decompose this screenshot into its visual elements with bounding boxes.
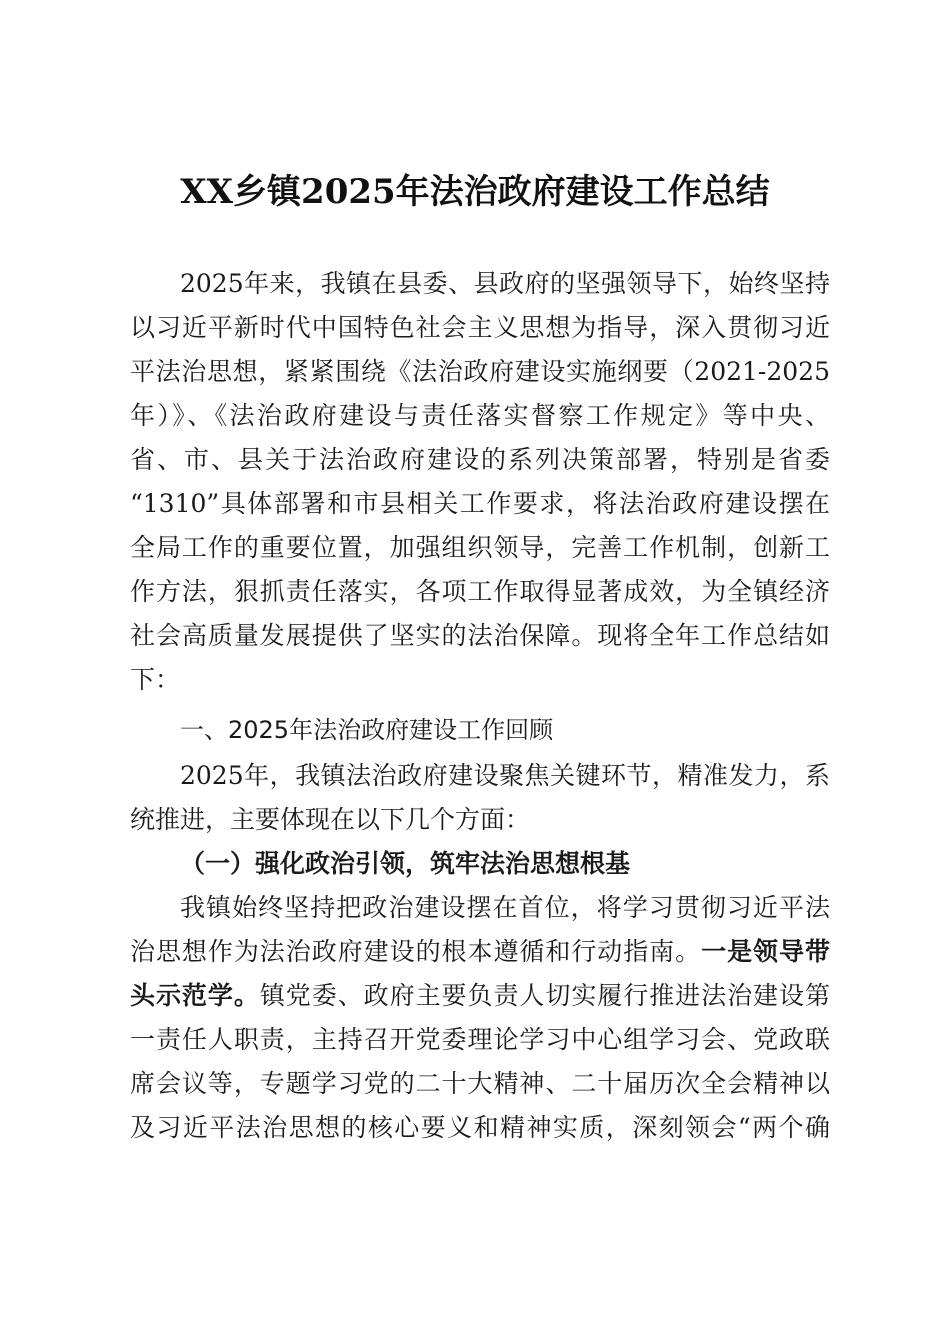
paragraph-text: 治思想作为法治政府建设的根本遵循和行动指南。 [130,937,702,966]
section-heading-1: 一、2025年法治政府建设工作回顾 [180,716,554,744]
intro-line: 社会高质量发展提供了坚实的法治保障。现将全年工作总结如 [130,621,830,650]
paragraph-text: 镇党委、政府主要负责人切实履行推进法治建设第 [259,981,830,1010]
bold-lead-text: 头示范学。 [130,981,260,1010]
intro-line: 全局工作的重要位置，加强组织领导，完善工作机制，创新工 [130,533,830,562]
subsection-1-1-line [130,974,830,1018]
intro-line: “1310”具体部署和市县相关工作要求，将法治政府建设摆在 [130,489,830,518]
intro-line: 下： [130,665,181,694]
intro-line: 省、市、县关于法治政府建设的系列决策部署，特别是省委 [130,445,830,474]
section-1-line: 统推进，主要体现在以下几个方面： [130,805,531,834]
subsection-1-1-line: 及习近平法治思想的核心要义和精神实质，深刻领会“两个确 [130,1113,830,1142]
bold-lead-text: 一是领导带 [701,937,830,966]
intro-line: 以习近平新时代中国特色社会主义思想为指导，深入贯彻习近 [130,313,830,342]
intro-line: 平法治思想，紧紧围绕《法治政府建设实施纲要（2021-2025 [130,357,830,386]
subsection-1-1-line [130,930,830,974]
subsection-heading-1-1: （一）强化政治引领，筑牢法治思想根基 [180,849,631,878]
document-title: XX乡镇2025年法治政府建设工作总结 [180,172,770,212]
section-1-line: 2025年，我镇法治政府建设聚焦关键环节，精准发力，系 [180,761,830,790]
intro-line: 年）》、《法治政府建设与责任落实督察工作规定》等中央、 [130,401,830,430]
subsection-1-1-line: 席会议等，专题学习党的二十大精神、二十届历次全会精神以 [130,1069,830,1098]
subsection-1-1-line: 一责任人职责，主持召开党委理论学习中心组学习会、党政联 [130,1025,830,1054]
intro-line: 作方法，狠抓责任落实，各项工作取得显著成效，为全镇经济 [130,577,830,606]
intro-line: 2025年来，我镇在县委、县政府的坚强领导下，始终坚持 [180,269,830,298]
subsection-1-1-line: 我镇始终坚持把政治建设摆在首位，将学习贯彻习近平法 [180,893,830,922]
